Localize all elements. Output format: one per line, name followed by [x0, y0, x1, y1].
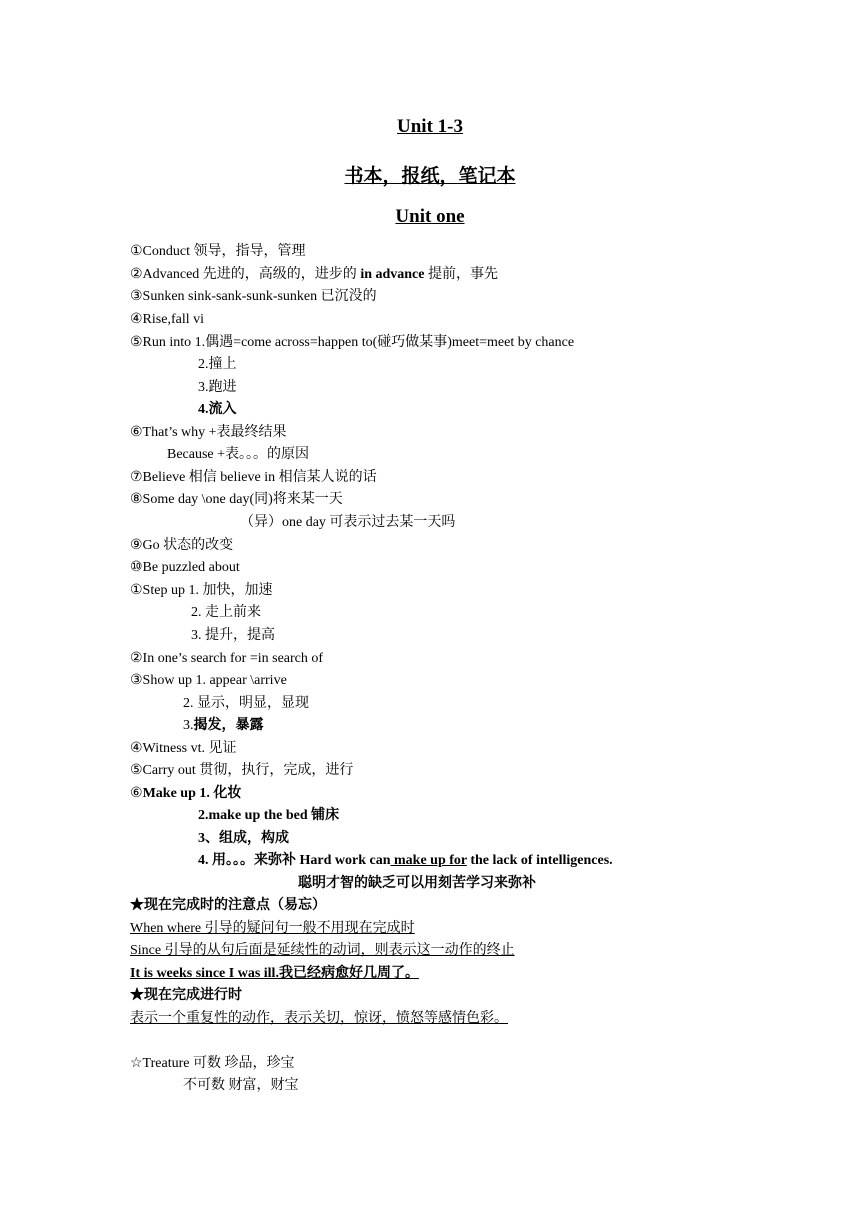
vocab-subline: （异）one day 可表示过去某一天吗 — [240, 515, 456, 530]
grammar-note: 表示一个重复性的动作，表示关切，惊讶，愤怒等感情色彩。 — [130, 1011, 508, 1026]
vocab-subline — [183, 717, 264, 735]
example-translation: 聪明才智的缺乏可以用刻苦学习来弥补 — [298, 876, 536, 891]
vocab-line-advanced — [130, 266, 498, 284]
grammar-note: Since 引导的从句后面是延续性的动词，则表示这一动作的终止 — [130, 943, 515, 958]
vocab-text: ⑥ — [130, 786, 143, 801]
vocab-subline: 2. 显示，明显，显现 — [183, 696, 309, 711]
vocab-subline: 2.撞上 — [198, 357, 237, 372]
vocab-bold-phrase: Make up 1. 化妆 — [142, 786, 242, 801]
underlined-phrase: make up for — [390, 853, 467, 868]
vocab-subline: 2.make up the bed 铺床 — [198, 808, 340, 823]
vocab-line-go: ⑨Go 状态的改变 — [130, 538, 234, 553]
vocab-line-treature: ☆Treature 可数 珍品，珍宝 — [130, 1056, 295, 1071]
vocab-line-be-puzzled: ⑩Be puzzled about — [130, 560, 240, 575]
vocab-bold-phrase: in advance — [360, 267, 425, 282]
vocab-subline: 3.跑进 — [198, 380, 237, 395]
grammar-example: It is weeks since I was ill.我已经病愈好几周了。 — [130, 966, 419, 981]
vocab-subline: 3、组成，构成 — [198, 831, 289, 846]
vocab-line-step-up: ①Step up 1. 加快，加速 — [130, 583, 273, 598]
vocab-line-some-day: ⑧Some day \one day(同)将来某一天 — [130, 492, 343, 507]
vocab-line-thats-why: ⑥That’s why +表最终结果 — [130, 425, 287, 440]
grammar-heading-present-perfect-continuous: ★现在完成进行时 — [130, 988, 242, 1003]
vocab-text: 提前，事先 — [428, 267, 498, 282]
vocab-line-rise-fall: ④Rise,fall vi — [130, 312, 204, 327]
vocab-line-make-up — [130, 785, 241, 803]
vocab-line-search: ②In one’s search for =in search of — [130, 651, 324, 666]
vocab-bold-phrase: 揭发，暴露 — [193, 718, 264, 733]
vocab-subline: 3. 提升，提高 — [191, 628, 275, 643]
document-subtitle: 书本，报纸，笔记本 — [344, 166, 516, 187]
vocab-text: ②Advanced 先进的，高级的，进步的 — [130, 267, 357, 282]
vocab-line-carry-out: ⑤Carry out 贯彻，执行，完成，进行 — [130, 763, 354, 778]
vocab-line-conduct: ①Conduct 领导，指导，管理 — [130, 244, 306, 259]
vocab-line-sunken: ③Sunken sink-sank-sunk-sunken 已沉没的 — [130, 289, 377, 304]
vocab-example-sentence — [198, 852, 613, 870]
vocab-text: the lack of intelligences. — [466, 853, 613, 868]
vocab-subline: 不可数 财富，财宝 — [183, 1078, 299, 1093]
vocab-text: 3. — [183, 718, 194, 733]
vocab-text: 4. 用。。。来弥补 Hard work can — [198, 853, 391, 868]
vocab-line-show-up: ③Show up 1. appear \arrive — [130, 673, 287, 688]
vocab-line-witness: ④Witness vt. 见证 — [130, 741, 237, 756]
grammar-note: When where 引导的疑问句一般不用现在完成时 — [130, 921, 415, 936]
section-heading-unit-one: Unit one — [395, 206, 465, 227]
document-title: Unit 1-3 — [397, 116, 463, 137]
vocab-subline: 4.流入 — [198, 402, 237, 417]
vocab-line-run-into: ⑤Run into 1.偶遇=come across=happen to(碰巧做某事)meet=meet by chance — [130, 335, 575, 350]
vocab-line-believe: ⑦Believe 相信 believe in 相信某人说的话 — [130, 470, 377, 485]
vocab-subline: Because +表。。。的原因 — [167, 447, 310, 462]
grammar-heading-present-perfect: ★现在完成时的注意点（易忘） — [130, 898, 326, 913]
vocab-subline: 2. 走上前来 — [191, 605, 261, 620]
